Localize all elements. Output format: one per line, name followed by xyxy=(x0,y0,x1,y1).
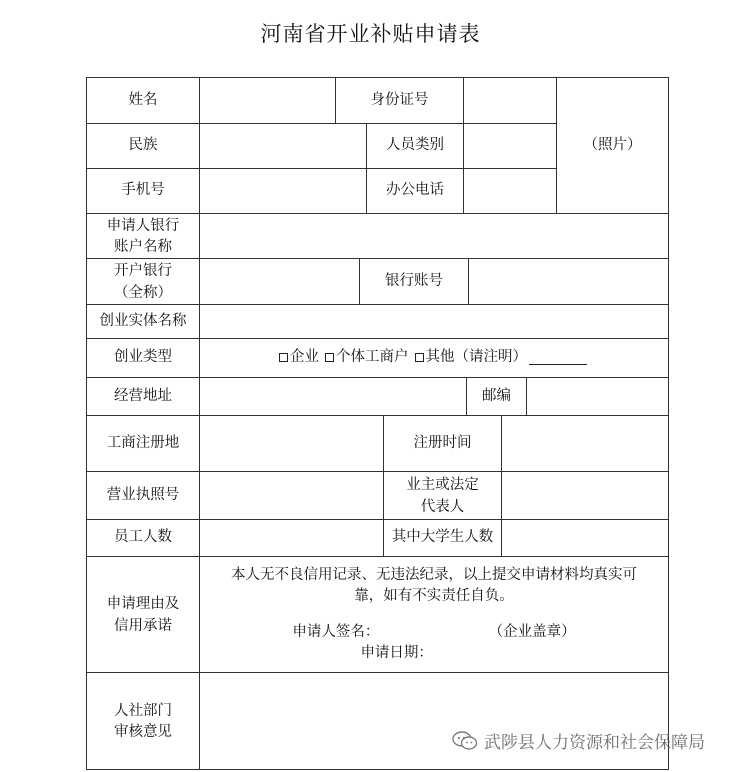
business-address-field[interactable] xyxy=(199,377,467,416)
label-registration-place: 工商注册地 xyxy=(86,415,200,472)
postcode-field[interactable] xyxy=(526,377,669,416)
bank-account-no-field[interactable] xyxy=(468,258,669,305)
label-entity-name: 创业实体名称 xyxy=(86,304,200,339)
business-type-options xyxy=(199,338,669,378)
name-field[interactable] xyxy=(199,77,336,124)
label-mobile: 手机号 xyxy=(86,168,200,214)
label-bank: 开户银行 （全称） xyxy=(86,258,200,305)
statement-box xyxy=(199,556,669,673)
label-legal-rep: 业主或法定 代表人 xyxy=(383,471,502,520)
registration-time-field[interactable] xyxy=(501,415,669,472)
watermark-text: 武陟县人力资源和社会保障局 xyxy=(484,733,705,753)
option-other[interactable]: 其他（请注明） xyxy=(413,347,588,368)
seal-label: （企业盖章） xyxy=(488,623,576,640)
label-postcode: 邮编 xyxy=(466,377,527,416)
entity-name-field[interactable] xyxy=(199,304,669,339)
option-enterprise[interactable]: 企业 xyxy=(277,347,319,368)
checkbox-icon xyxy=(325,353,334,362)
form-title: 河南省开业补贴申请表 xyxy=(260,22,481,46)
statement-line-2: 靠，如有不实责任自负。 xyxy=(354,588,514,605)
label-name: 姓名 xyxy=(86,77,200,124)
label-employee-count: 员工人数 xyxy=(86,519,200,557)
label-bank-account-no: 银行账号 xyxy=(359,258,469,305)
signature-label: 申请人签名： xyxy=(292,623,380,640)
employee-count-field[interactable] xyxy=(199,519,384,557)
date-line xyxy=(231,643,637,664)
bank-field[interactable] xyxy=(199,258,360,305)
label-registration-time: 注册时间 xyxy=(383,415,502,472)
hr-review-field[interactable] xyxy=(199,672,669,770)
bank-account-name-field[interactable] xyxy=(199,213,669,259)
checkbox-icon xyxy=(415,353,424,362)
label-bank-account-name: 申请人银行 账户名称 xyxy=(86,213,200,259)
label-license-no: 营业执照号 xyxy=(86,471,200,520)
wechat-icon xyxy=(452,731,478,751)
other-blank[interactable] xyxy=(529,350,587,365)
signature-line xyxy=(231,622,637,643)
statement-line-1: 本人无不良信用记录、无违法纪录，以上提交申请材料均真实可 xyxy=(231,567,637,584)
label-id-number: 身份证号 xyxy=(335,77,464,124)
label-personnel-category: 人员类别 xyxy=(366,123,464,169)
photo-box[interactable]: （照片） xyxy=(556,77,669,214)
personnel-category-field[interactable] xyxy=(463,123,557,169)
date-label: 申请日期： xyxy=(360,644,433,661)
label-office-phone: 办公电话 xyxy=(366,168,464,214)
office-phone-field[interactable] xyxy=(463,168,557,214)
id-number-field[interactable] xyxy=(463,77,557,124)
mobile-field[interactable] xyxy=(199,168,367,214)
registration-place-field[interactable] xyxy=(199,415,384,472)
label-ethnicity: 民族 xyxy=(86,123,200,169)
ethnicity-field[interactable] xyxy=(199,123,367,169)
graduate-count-field[interactable] xyxy=(501,519,669,557)
option-individual[interactable]: 个体工商户 xyxy=(323,347,409,368)
watermark xyxy=(452,728,705,753)
label-business-type: 创业类型 xyxy=(86,338,200,378)
label-graduate-count: 其中大学生人数 xyxy=(383,519,502,557)
label-reason: 申请理由及 信用承诺 xyxy=(86,556,200,673)
label-business-address: 经营地址 xyxy=(86,377,200,416)
label-hr-review: 人社部门 审核意见 xyxy=(86,672,200,770)
license-no-field[interactable] xyxy=(199,471,384,520)
legal-rep-field[interactable] xyxy=(501,471,669,520)
checkbox-icon xyxy=(279,353,288,362)
